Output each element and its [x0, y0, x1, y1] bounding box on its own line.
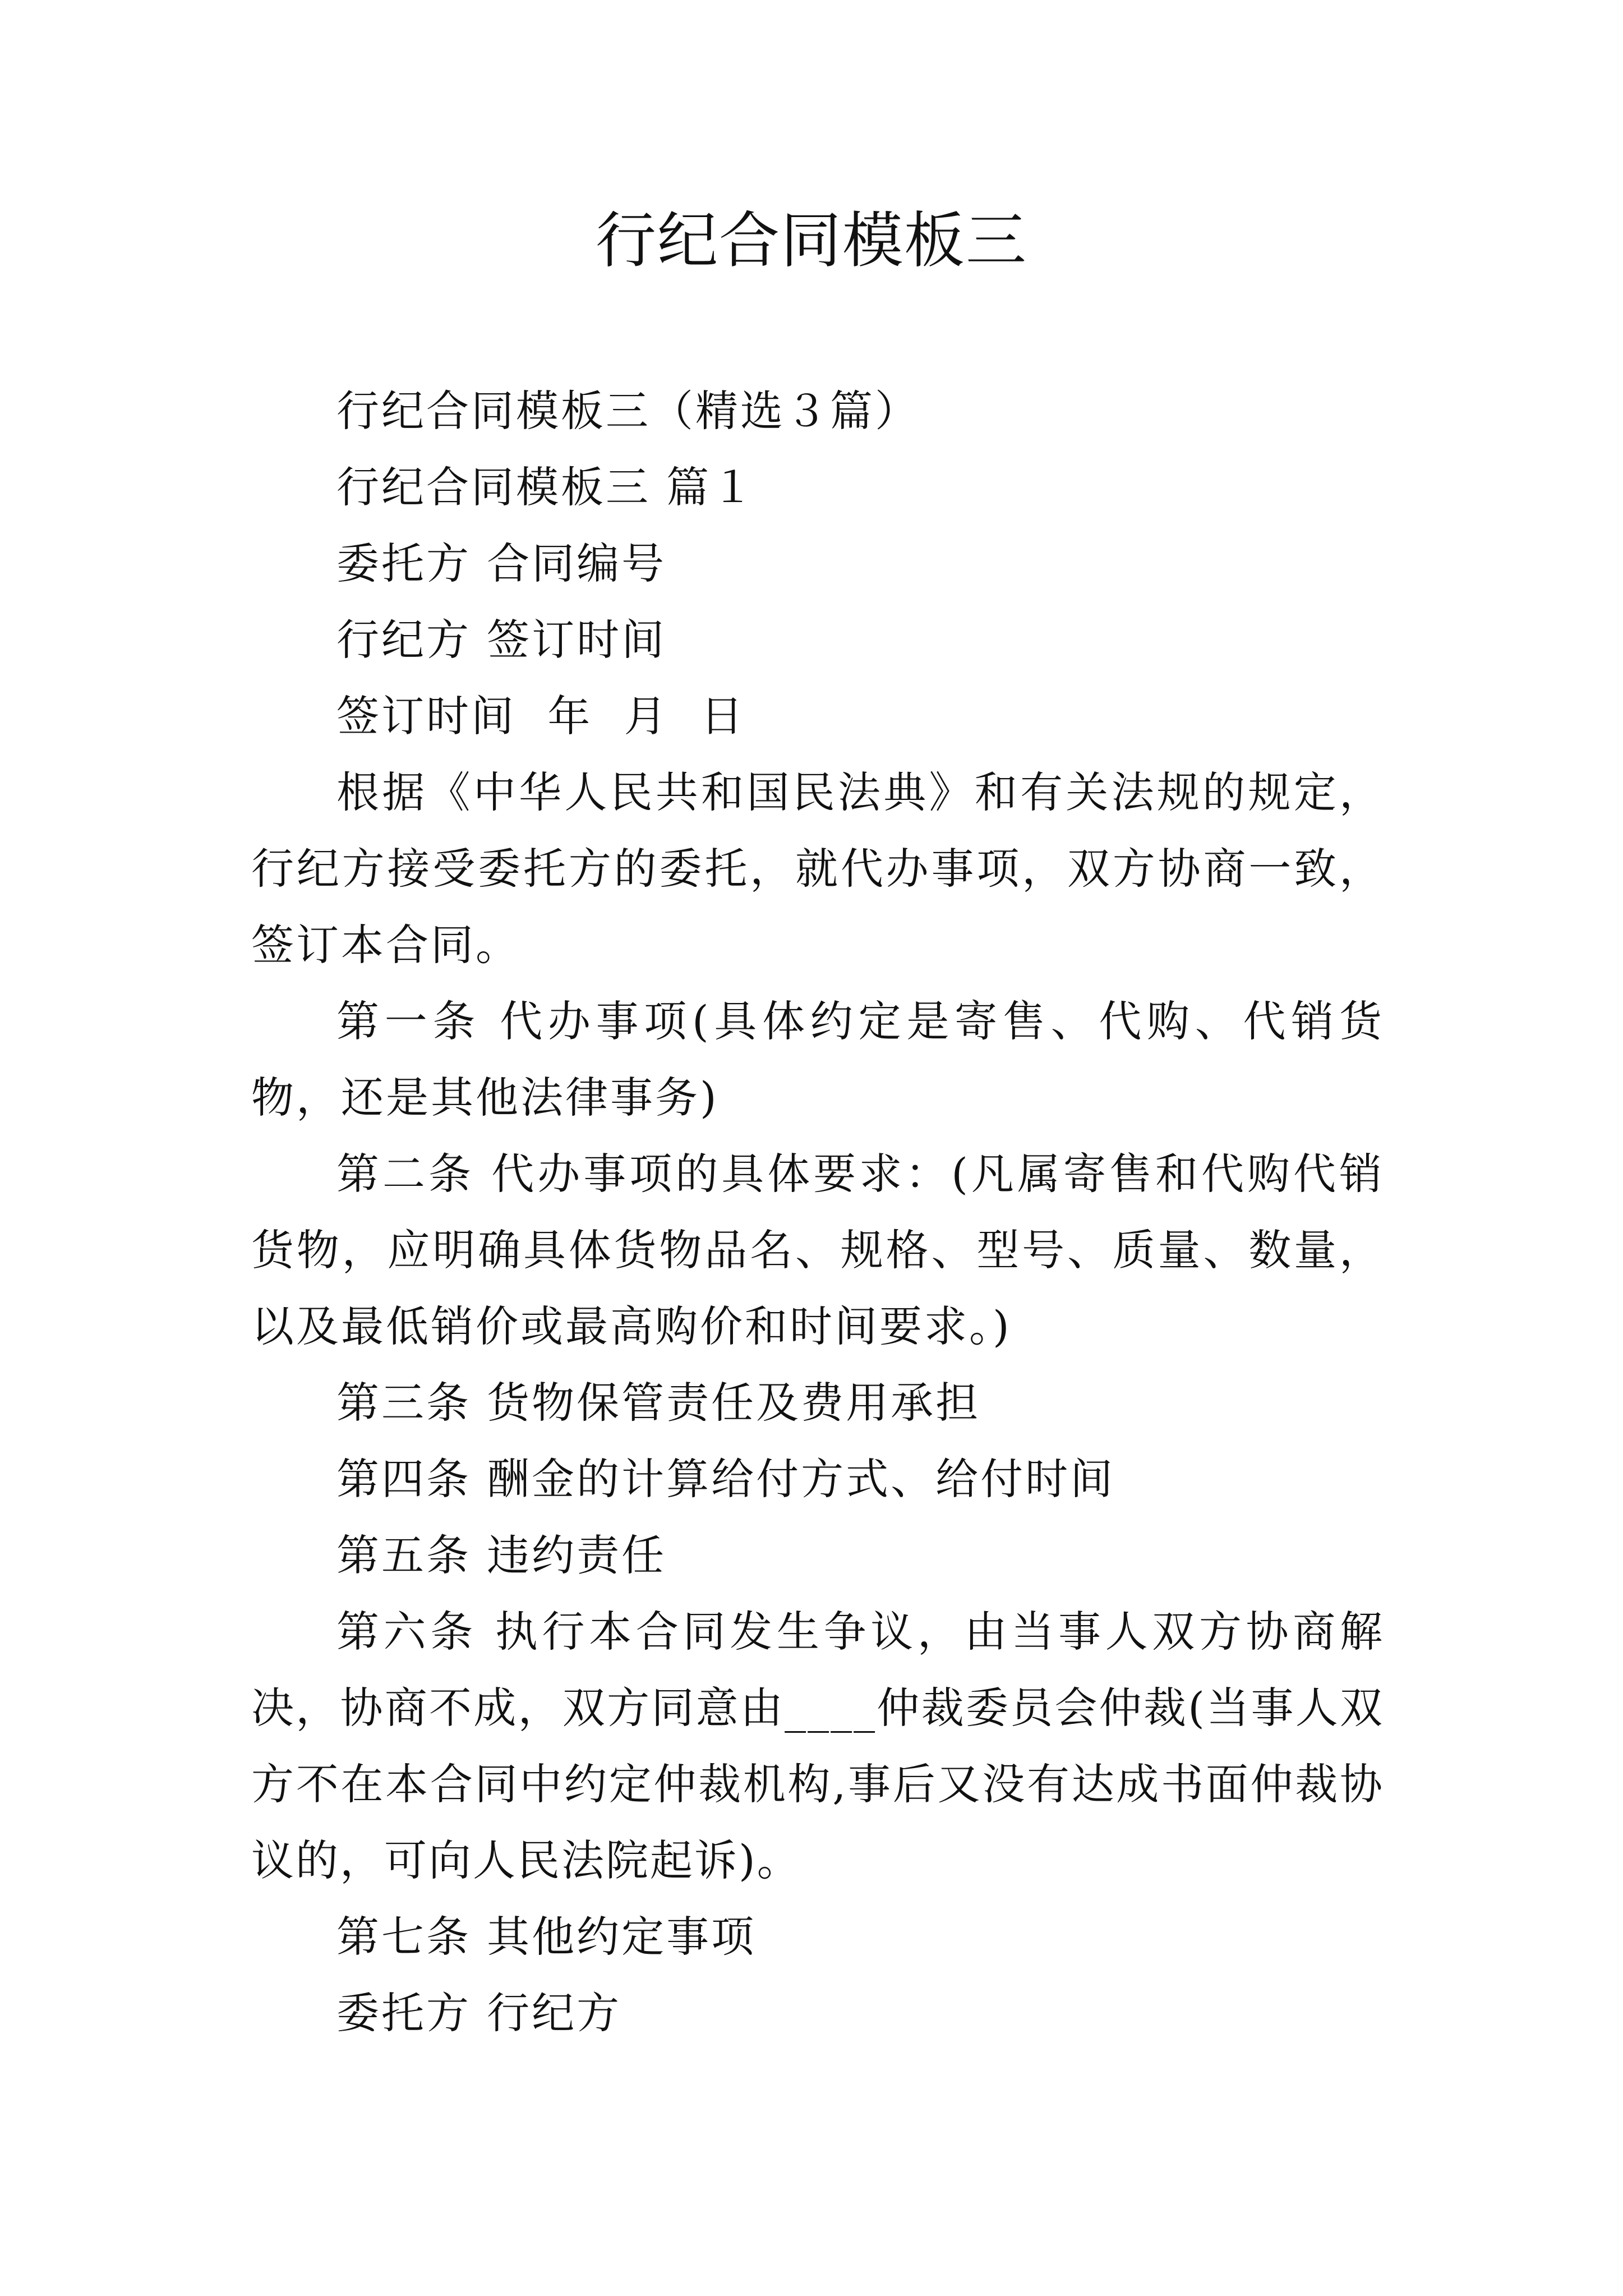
paragraph-section-heading: 行纪合同模板三 篇１ — [336, 462, 757, 512]
document-title: 行纪合同模板三 — [595, 206, 1027, 276]
paragraph-article-5: 第五条 违约责任 — [336, 1530, 667, 1580]
document-body — [251, 373, 1384, 2051]
paragraph-article-4: 第四条 酬金的计算给付方式、给付时间 — [336, 1454, 1115, 1504]
paragraph-article-7: 第七条 其他约定事项 — [336, 1912, 757, 1962]
paragraph-signatories: 委托方 行纪方 — [336, 1988, 622, 2038]
paragraph-article-6: 第六条 执行本合同发生争议，由当事人双方协商解决，协商不成，双方同意由____仲裁委员会仲裁(当事人双方不在本合同中约定仲裁机构,事后又没有达成书面仲裁协议的，可向人民法院起诉)。 — [251, 1607, 1384, 1885]
paragraph-client-contract-number: 委托方 合同编号 — [336, 539, 667, 588]
paragraph-signing-date: 签订时间 年 月 日 — [336, 691, 745, 741]
paragraph-article-2: 第二条 代办事项的具体要求：(凡属寄售和代购代销货物，应明确具体货物品名、规格、型号、质量、数量，以及最低销价或最高购价和时间要求。) — [251, 1149, 1384, 1351]
paragraph-preamble: 根据《中华人民共和国民法典》和有关法规的规定，行纪方接受委托方的委托，就代办事项，双方协商一致，签订本合同。 — [251, 767, 1384, 970]
paragraph-article-3: 第三条 货物保管责任及费用承担 — [336, 1378, 981, 1428]
paragraph-agent-signing-time: 行纪方 签订时间 — [336, 615, 667, 665]
paragraph-article-1: 第一条 代办事项(具体约定是寄售、代购、代销货物，还是其他法律事务) — [251, 996, 1384, 1122]
paragraph-subtitle: 行纪合同模板三（精选３篇） — [336, 386, 920, 436]
